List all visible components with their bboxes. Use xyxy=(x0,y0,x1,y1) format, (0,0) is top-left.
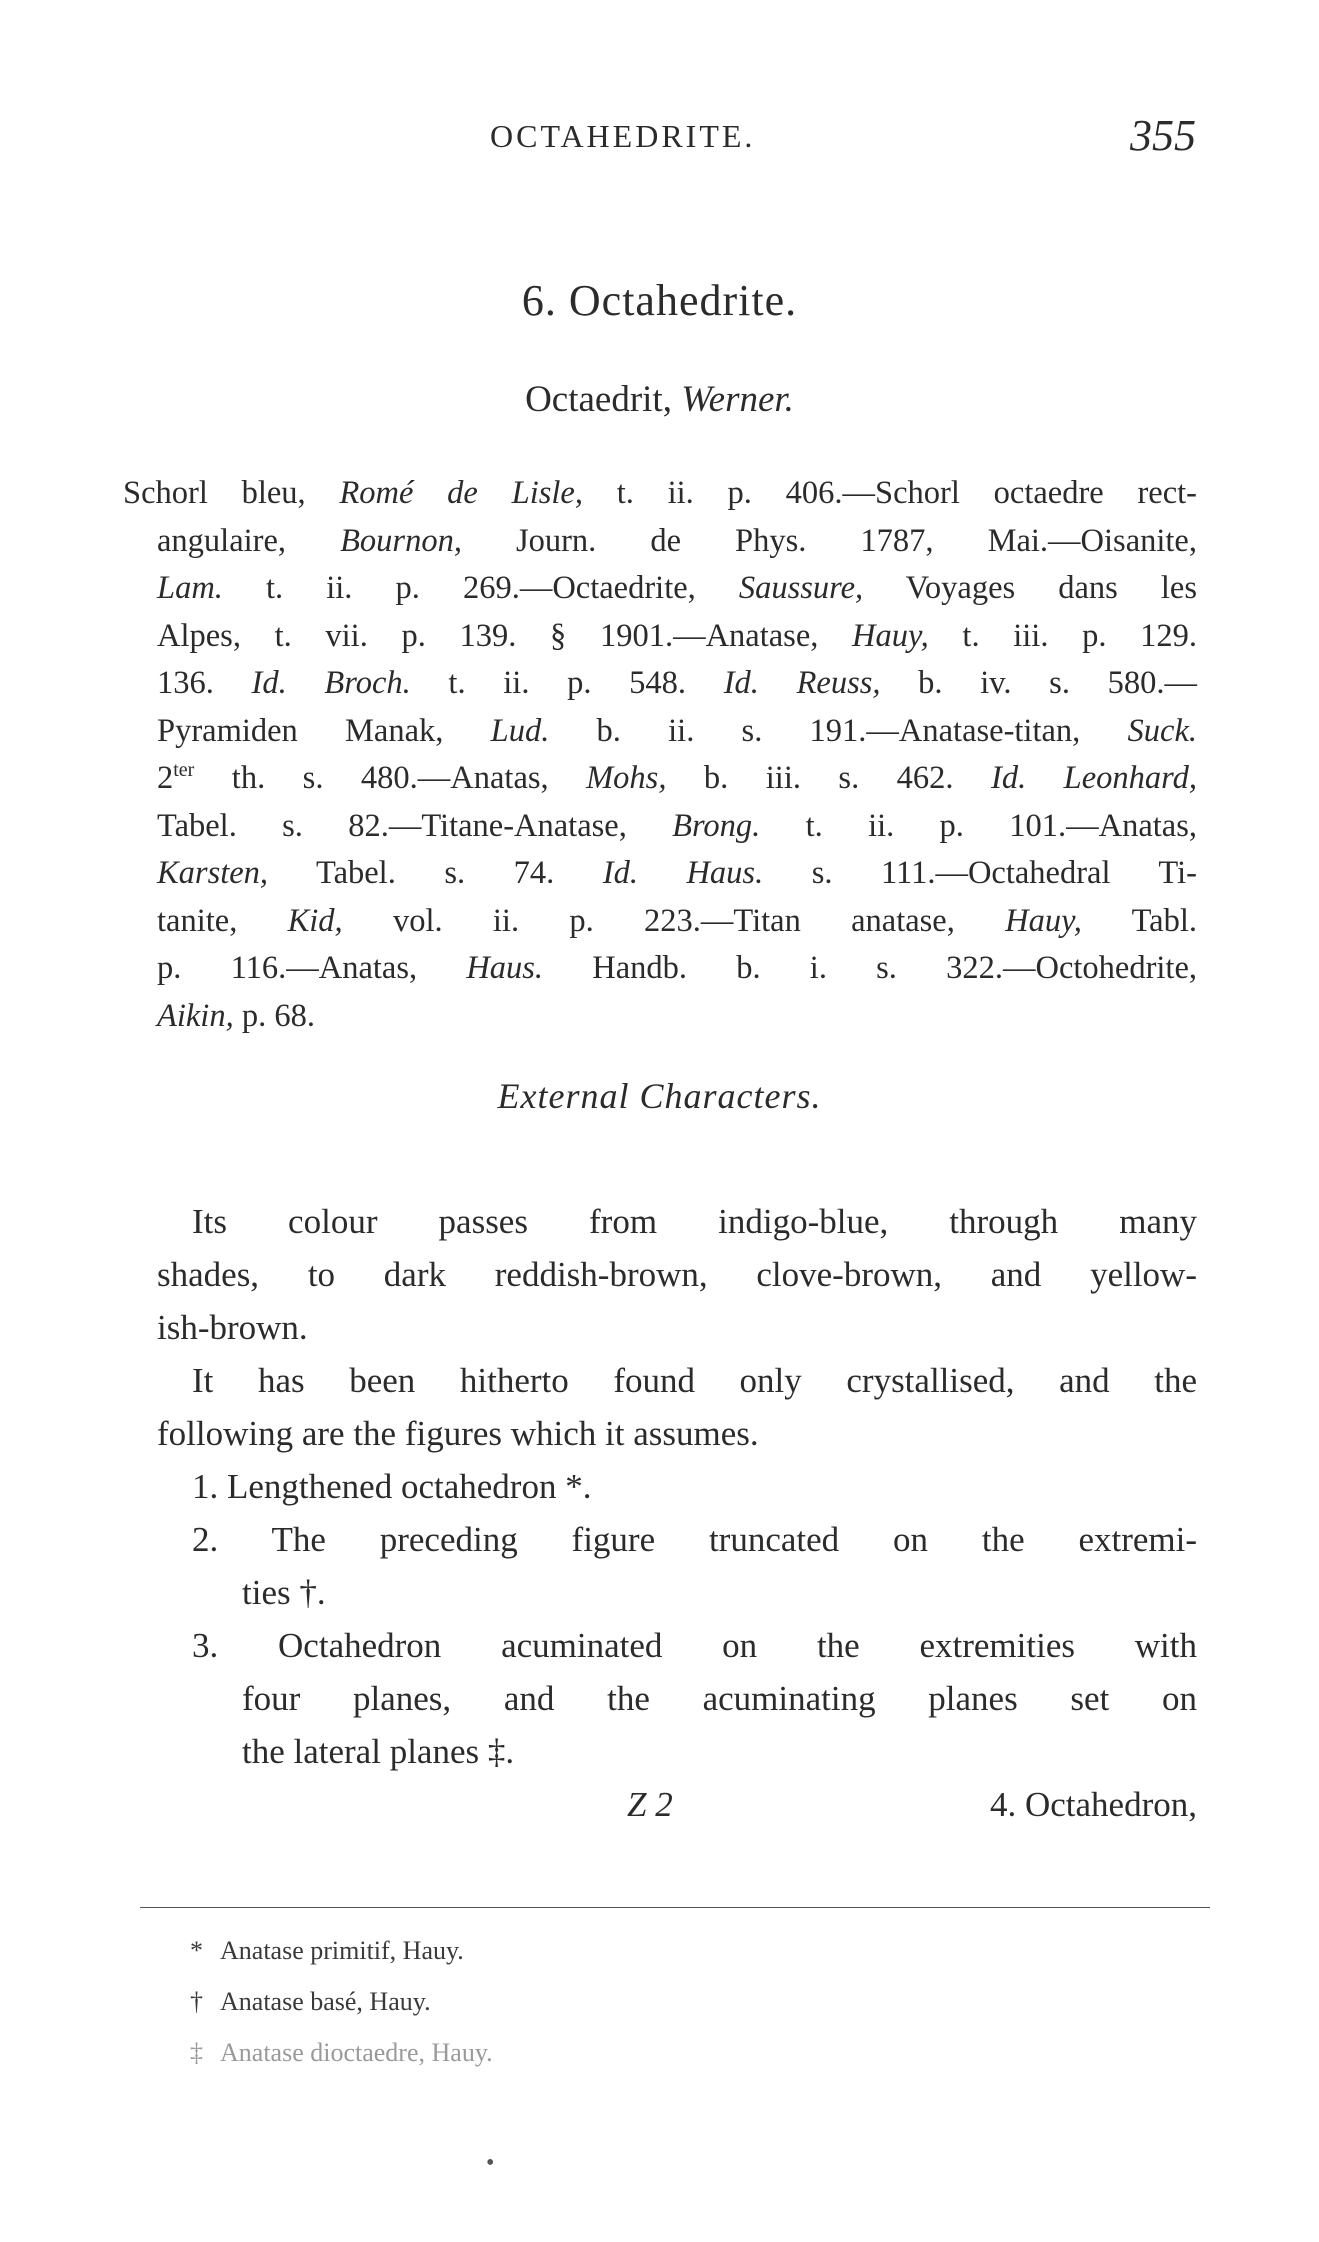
body-text xyxy=(157,1195,1197,1831)
list-item-continuation: four planes, and the acuminating planes set on xyxy=(242,1679,1197,1718)
synonymy-line: p. 116.—Anatas, Haus. Handb. b. i. s. 322.—Octohedrite, xyxy=(157,950,1198,986)
german-name xyxy=(0,378,1319,421)
footnote-text: Anatase primitif, Hauy. xyxy=(220,1936,464,1965)
body-line: Its colour passes from indigo-blue, through many xyxy=(192,1202,1197,1241)
german-name-author: Werner. xyxy=(681,379,794,420)
list-item: 3. Octahedron acuminated on the extremities with xyxy=(192,1626,1197,1665)
list-item-continuation: ties †. xyxy=(242,1573,326,1612)
citation-italic: Id. Reuss, xyxy=(723,665,881,701)
ink-speck: • xyxy=(486,2150,495,2176)
synonymy-line: angulaire, Bournon, Journ. de Phys. 1787, Mai.—Oisanite, xyxy=(157,522,1197,559)
citation-italic: Id. Haus. xyxy=(602,855,764,891)
synonymy-line: Pyramiden Manak, Lud. b. ii. s. 191.—Anatase-titan, Suck. xyxy=(157,712,1197,749)
footnote-text: Anatase dioctaedre, Hauy. xyxy=(220,2038,493,2067)
synonymy-line: $2^{ter}$ th. s. 480.—Anatas, Mohs, b. iii. s. 462. Id. Leonhard, xyxy=(157,759,1197,796)
footnote-mark: ‡ xyxy=(190,2038,203,2067)
catchline xyxy=(157,1778,1197,1831)
footnote xyxy=(190,1976,1090,2027)
citation-italic: Hauy, xyxy=(1005,902,1082,939)
footnote-mark: * xyxy=(190,1936,203,1965)
footnotes xyxy=(190,1925,1090,2078)
footnote-mark: † xyxy=(190,1987,203,2016)
citation-italic: Suck. xyxy=(1127,712,1197,749)
synonymy-line: Tabel. s. 82.—Titane-Anatase, Brong. t. ii. p. 101.—Anatas, xyxy=(157,807,1197,844)
running-head xyxy=(0,111,1319,168)
synonymy-line: tanite, Kid, vol. ii. p. 223.—Titan anatase, Hauy, Tabl. xyxy=(157,902,1197,939)
list-item: 2. The preceding figure truncated on the extremi- xyxy=(192,1520,1197,1559)
list-item: 1. Lengthened octahedron *. xyxy=(192,1467,592,1506)
synonymy-line: 136. Id. Broch. t. ii. p. 548. Id. Reuss, b. iv. s. 580.— xyxy=(157,665,1197,701)
running-title: OCTAHEDRITE. xyxy=(490,118,756,154)
external-characters-heading: External Characters. xyxy=(497,1076,822,1116)
catchword: 4. Octahedron, xyxy=(989,1785,1197,1824)
superscript: ter xyxy=(173,759,195,781)
footnote-divider xyxy=(140,1907,1210,1908)
synonymy-line: Alpes, t. vii. p. 139. § 1901.—Anatase, Hauy, t. iii. p. 129. xyxy=(157,617,1197,654)
citation-italic: Saussure, xyxy=(738,570,864,606)
citation-italic: Brong. xyxy=(672,807,761,844)
citation-italic: Karsten, xyxy=(157,855,269,891)
footnote xyxy=(190,1925,1090,1976)
synonymy-paragraph xyxy=(123,470,1198,1040)
german-name-term: Octaedrit, xyxy=(525,379,682,420)
citation-italic: Id. Leonhard, xyxy=(991,760,1197,796)
body-line: following are the figures which it assumes. xyxy=(157,1414,759,1453)
citation-italic: Hauy, xyxy=(852,617,929,654)
citation-italic: Romé de Lisle, xyxy=(339,475,583,511)
footnote xyxy=(190,2027,1090,2078)
citation-italic: Id. Broch. xyxy=(251,665,411,701)
synonymy-line: Lam. t. ii. p. 269.—Octaedrite, Saussure, Voyages dans les xyxy=(157,570,1198,606)
body-line: ish-brown. xyxy=(157,1308,308,1347)
page-number: 355 xyxy=(1130,111,1196,160)
citation-italic: Lud. xyxy=(490,712,550,749)
footnote-text: Anatase basé, Hauy. xyxy=(220,1987,431,2016)
body-line: shades, to dark reddish-brown, clove-brown, and yellow- xyxy=(157,1255,1197,1294)
list-item-continuation: the lateral planes ‡. xyxy=(242,1732,515,1771)
citation-italic: Kid, xyxy=(287,902,343,939)
citation-italic: Haus. xyxy=(466,950,544,986)
section-heading: 6. Octahedrite. xyxy=(521,276,798,325)
synonymy-line: Aikin, p. 68. xyxy=(157,997,315,1034)
body-line: It has been hitherto found only crystallised, and the xyxy=(192,1361,1197,1400)
synonymy-line: Schorl bleu, Romé de Lisle, t. ii. p. 406.—Schorl octaedre rect- xyxy=(123,475,1197,511)
synonymy-line: Karsten, Tabel. s. 74. Id. Haus. s. 111.—Octahedral Ti- xyxy=(157,855,1197,891)
signature-mark: Z 2 xyxy=(627,1785,673,1824)
citation-italic: Lam. xyxy=(157,570,223,606)
citation-italic: Aikin, xyxy=(157,997,234,1034)
citation-italic: Mohs, xyxy=(586,760,667,796)
citation-italic: Bournon, xyxy=(340,522,462,559)
